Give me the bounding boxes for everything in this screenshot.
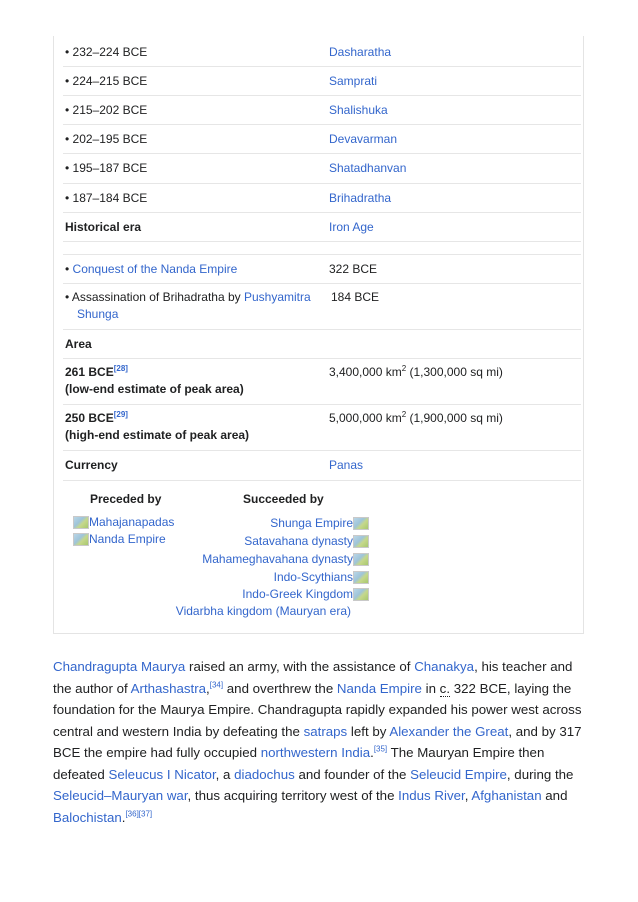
- succeeded-item[interactable]: Indo-Greek Kingdom: [242, 587, 369, 602]
- event-link[interactable]: Conquest of the Nanda Empire: [72, 262, 238, 276]
- footnote-34[interactable]: [34]: [209, 680, 224, 690]
- succeeded-item[interactable]: Vidarbha kingdom (Mauryan era): [175, 604, 351, 618]
- ruler-row: [63, 124, 581, 154]
- link-chanakya[interactable]: Chanakya: [414, 659, 475, 674]
- preceded-item[interactable]: Nanda Empire: [73, 532, 166, 547]
- succeeded-item[interactable]: Mahameghavahana dynasty: [202, 552, 369, 567]
- ruler-row: [63, 36, 581, 67]
- ruler-row: [63, 66, 581, 96]
- currency-row: [63, 450, 581, 481]
- ruler-period: • 215–202 BCE: [65, 103, 148, 117]
- era-label: Historical era: [65, 220, 142, 234]
- ruler-link[interactable]: Shatadhanvan: [329, 161, 407, 175]
- mauryan-flag-icon: [353, 588, 369, 601]
- ruler-period: • 224–215 BCE: [65, 74, 148, 88]
- link-afghanistan[interactable]: Afghanistan: [471, 788, 542, 803]
- mauryan-flag-icon: [353, 535, 369, 548]
- ruler-period: • 202–195 BCE: [65, 132, 148, 146]
- area-label: Area: [65, 337, 92, 351]
- link-arthashastra[interactable]: Arthashastra: [130, 680, 207, 696]
- footnote-36[interactable]: [36]: [125, 809, 139, 819]
- circa-abbr: c.: [439, 680, 451, 696]
- footnote-37[interactable]: [37]: [138, 809, 153, 819]
- succeeded-item[interactable]: Shunga Empire: [270, 516, 369, 531]
- infobox: [53, 36, 584, 634]
- mauryan-flag-icon: [353, 553, 369, 566]
- ruler-link[interactable]: Brihadratha: [329, 191, 392, 205]
- link-seleucid-empire[interactable]: Seleucid Empire: [410, 766, 507, 782]
- area-header-row: [63, 329, 581, 359]
- link-seleucus[interactable]: Seleucus I Nicator: [108, 766, 216, 782]
- mauryan-flag-icon: [353, 517, 369, 530]
- ruler-link[interactable]: Devavarman: [329, 132, 398, 146]
- link-northwestern-india[interactable]: northwestern India: [260, 745, 371, 760]
- era-row: [63, 212, 581, 242]
- event-date: 322 BCE: [329, 262, 378, 276]
- area-low-row: [63, 358, 581, 405]
- event-link-pushyamitra[interactable]: Pushyamitra: [243, 290, 311, 304]
- ruler-link[interactable]: Shalishuka: [329, 103, 388, 117]
- link-nanda-empire[interactable]: Nanda Empire: [336, 680, 422, 696]
- area-low-label: 261 BCE[28] (low-end estimate of peak area): [65, 364, 244, 396]
- link-balochistan[interactable]: Balochistan: [53, 809, 122, 825]
- event-row: [63, 254, 581, 284]
- body-paragraph: Chandragupta Maurya raised an army, with the assistance of Chanakya, his teacher and the author of Arthashastra,[34] and overthrew the Nanda Empire in c. 322 BCE, laying the foundation for the Maurya Empire. Chandragupta rapidly expanded his power west across central and western India by defeating the satraps left by Alexander the Great, and by 317 BCE the empire had fully occupied northwestern India.[35] The Mauryan Empire then defeated Seleucus I Nicator, a diadochus and founder of the Seleucid Empire, during the Seleucid–Mauryan war, thus acquiring territory west of the Indus River, Afghanistan and Balochistan.[36][37]: [53, 659, 582, 825]
- ruler-period: • 187–184 BCE: [65, 191, 148, 205]
- currency-link[interactable]: Panas: [329, 458, 364, 472]
- footnote-29[interactable]: [29]: [113, 410, 128, 419]
- ruler-row: [63, 153, 581, 184]
- event-label: • Conquest of the Nanda Empire: [65, 262, 238, 276]
- area-high-value: 5,000,000 $km^2$ (1,900,000 sq mi): [329, 410, 503, 425]
- link-alexander[interactable]: Alexander the Great: [389, 723, 509, 739]
- event-link-shunga[interactable]: Shunga: [77, 307, 119, 321]
- era-link[interactable]: Iron Age: [329, 220, 374, 234]
- ruler-row: [63, 183, 581, 213]
- link-satraps[interactable]: satraps: [303, 723, 348, 739]
- succeeded-item[interactable]: Indo-Scythians: [274, 570, 369, 585]
- ruler-link[interactable]: Dasharatha: [329, 45, 392, 59]
- spacer-row: [63, 241, 581, 255]
- event-date: 184 BCE: [331, 290, 380, 304]
- ruler-row: [63, 95, 581, 125]
- succeeded-by-label: Succeeded by: [243, 492, 324, 506]
- preceded-by-label: Preceded by: [90, 492, 162, 506]
- footnote-28[interactable]: [28]: [113, 364, 128, 373]
- area-high-row: [63, 404, 581, 451]
- currency-label: Currency: [65, 458, 118, 472]
- mauryan-flag-icon: [353, 571, 369, 584]
- event-row: [63, 283, 581, 330]
- preceded-item[interactable]: Mahajanapadas: [73, 515, 174, 530]
- link-chandragupta[interactable]: Chandragupta Maurya: [53, 659, 186, 674]
- ruler-period: • 232–224 BCE: [65, 45, 148, 59]
- succession-box: [54, 480, 583, 630]
- event-label: • Assassination of Brihadratha by Pushyamitra Shunga: [65, 290, 311, 321]
- footnote-35[interactable]: [35]: [373, 744, 388, 754]
- succeeded-item[interactable]: Satavahana dynasty: [244, 534, 369, 549]
- ruler-link[interactable]: Samprati: [329, 74, 378, 88]
- mauryan-flag-icon: [73, 533, 89, 546]
- area-high-label: 250 BCE[29] (high-end estimate of peak area): [65, 410, 250, 442]
- link-indus-river[interactable]: Indus River: [398, 788, 465, 803]
- mauryan-flag-icon: [73, 516, 89, 529]
- ruler-period: • 195–187 BCE: [65, 161, 148, 175]
- link-diadochus[interactable]: diadochus: [234, 766, 295, 782]
- link-seleucid-mauryan-war[interactable]: Seleucid–Mauryan war: [53, 788, 188, 803]
- area-low-value: 3,400,000 $km^2$ (1,300,000 sq mi): [329, 364, 503, 379]
